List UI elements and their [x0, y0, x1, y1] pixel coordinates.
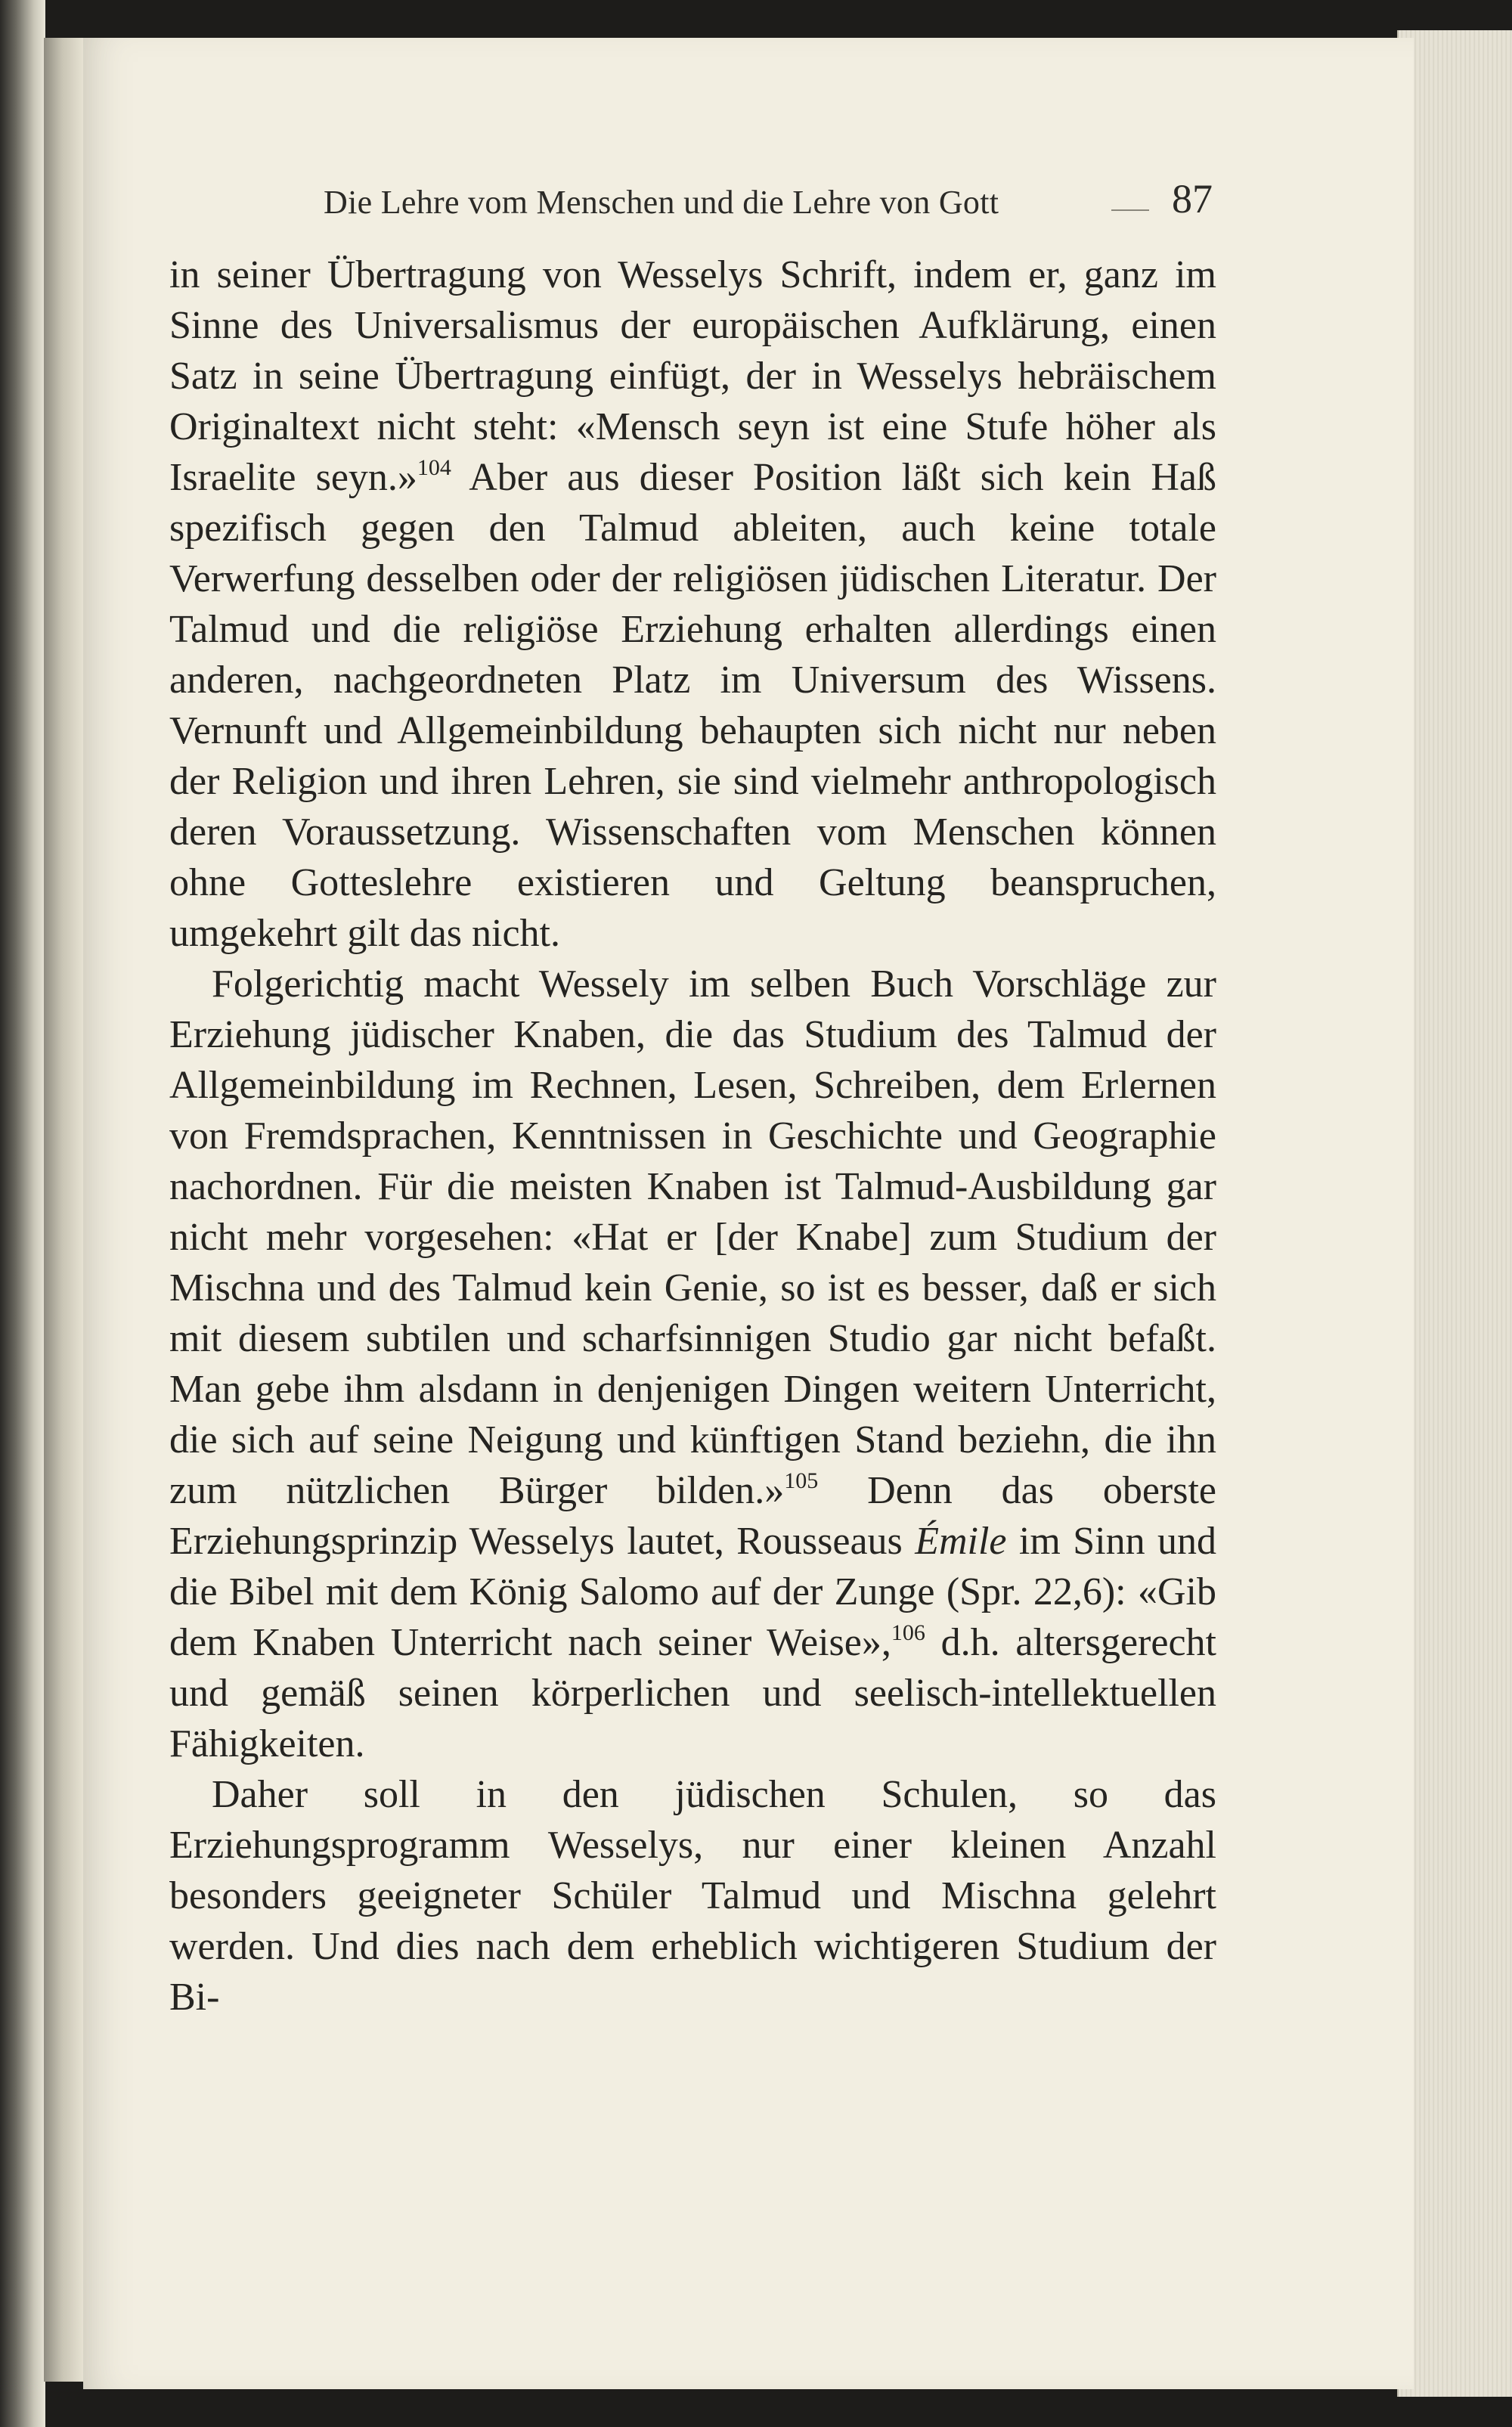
text-segment: Folgerichtig macht Wessely im selben Buch Vorschläge zur Erziehung jüdischer Knaben, die das Studium des Talmud der Allgemeinbildung im Rechnen, Lesen, Schreiben, dem Erlernen von Fremdsprachen, Kenntnissen in Geschichte und Geographie nachordnen. Für die meisten Knaben ist Talmud-Ausbildung gar nicht mehr vorgesehen: «Hat er [der Knabe] zum Studium der Mischna und des Talmud kein Genie, so ist es besser, daß er sich mit diesem subtilen und scharfsinnigen Studio gar nicht befaßt. Man gebe ihm alsdann in denjenigen Dingen weitern Unterricht, die sich auf seine Neigung und künftigen Stand beziehn, die ihn zum nützlichen Bürger bilden.» [169, 962, 1216, 1512]
text-segment: im Sinn und die Bibel mit dem König Salomo auf der Zunge (Spr. 22,6): «Gib dem Knaben Unterricht nach seiner Weise», [169, 1520, 1217, 1664]
text-segment: d.h. altersgerecht und gemäß seinen körperlichen und seelisch-intellektuellen Fähigkeiten. [169, 1621, 1216, 1765]
text-segment: Aber aus dieser Position läßt sich kein Haß spezifisch gegen den Talmud ableiten, auch keine totale Verwerfung desselben oder der religiösen jüdischen Literatur. Der Talmud und die religiöse Erziehung erhalten allerdings einen anderen, nachgeordneten Platz im Universum des Wissens. Vernunft und Allgemeinbildung behaupten sich nicht nur neben der Religion und ihren Lehren, sie sind vielmehr anthropologisch deren Voraussetzung. Wissenschaften vom Menschen können ohne Gotteslehre existieren und Geltung beanspruchen, umgekehrt gilt das nicht. [169, 456, 1216, 955]
book-fore-edge [1397, 30, 1512, 2397]
footnote-reference: 106 [891, 1620, 925, 1645]
paragraph [169, 250, 1216, 959]
book-left-edge [0, 0, 45, 2427]
italic-title: Émile [915, 1520, 1007, 1563]
footnote-reference: 104 [417, 455, 451, 480]
header-rule [1111, 209, 1149, 211]
page-header [83, 175, 1414, 236]
book-page [83, 38, 1414, 2389]
book-spine-shadow [44, 38, 89, 2382]
text-segment: Daher soll in den jüdischen Schulen, so das Erziehungsprogramm Wesselys, nur einer kleinen Anzahl besonders geeigneter Schüler Talmud und Mischna gelehrt werden. Und dies nach dem erheblich wichtigeren Studium der Bi- [169, 1773, 1216, 2019]
paragraph [169, 959, 1216, 1769]
page-number: 87 [1172, 176, 1213, 222]
running-title: Die Lehre vom Menschen und die Lehre von Gott [324, 184, 999, 221]
body-text [169, 250, 1216, 2022]
text-segment: Denn das oberste Erziehungsprinzip Wesselys lautet, Rousseaus [169, 1469, 1216, 1563]
text-segment: in seiner Übertragung von Wesselys Schrift, indem er, ganz im Sinne des Universalismus der europäischen Aufklärung, einen Satz in seine Übertragung einfügt, der in Wesselys hebräischem Originaltext nicht steht: «Mensch seyn ist eine Stufe höher als Israelite seyn.» [169, 253, 1216, 499]
footnote-reference: 105 [784, 1468, 819, 1493]
paragraph [169, 1769, 1216, 2022]
